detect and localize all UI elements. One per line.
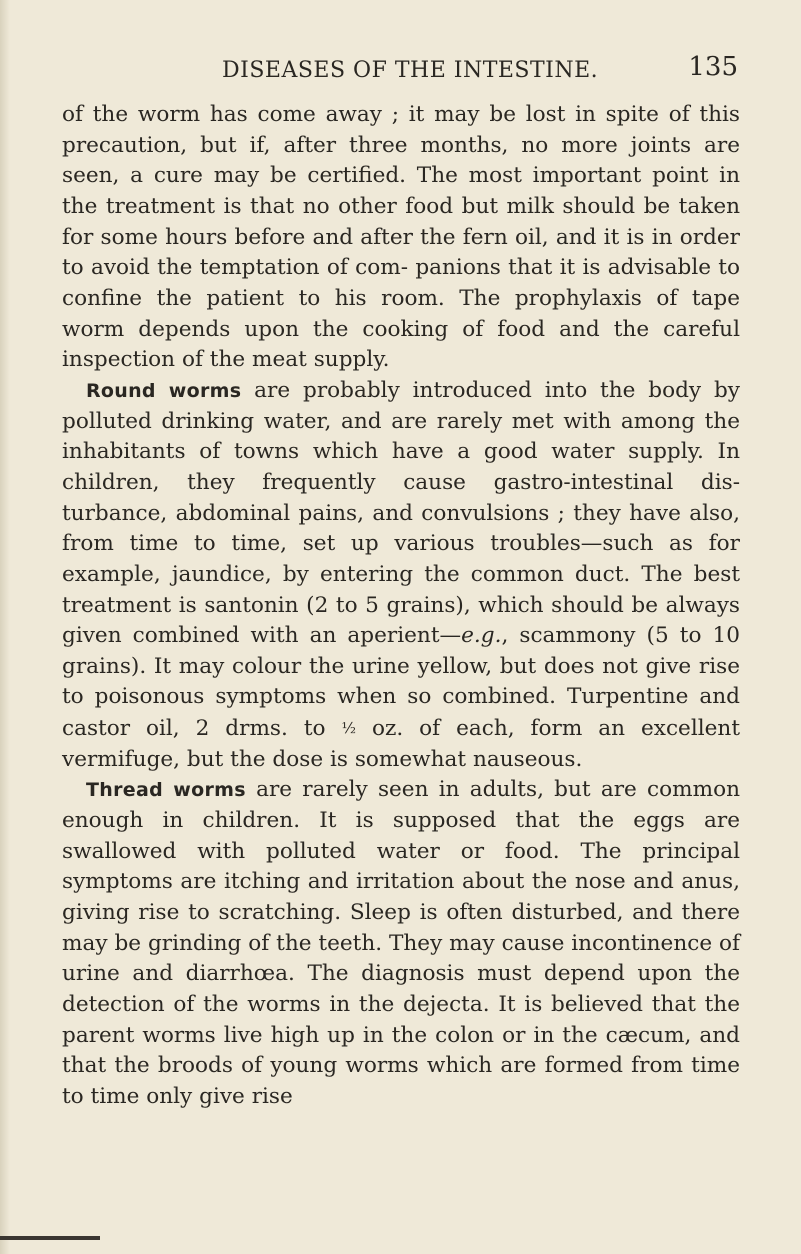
thread-worms-heading: Thread worms [86,779,246,802]
page-edge-shadow [0,0,10,1254]
paragraph-continuation: of the worm has come away ; it may be lost in spite of this precaution, but if, after three months, no more joints are seen, a cure may be certified. The most important point in the treatment is that no other food but milk should be taken for some hours before and after the fern oil, and it is in order to avoid the temptation of com- panions that it is advisable to confine the patient to his room. The prophylaxis of tape worm depends upon the cooking of food and the careful inspection of the meat supply. [62,102,740,373]
running-title: DISEASES OF THE INTESTINE. [222,58,599,83]
round-worms-eg: e.g. [461,623,502,649]
round-worms-fraction: ½ [341,719,356,738]
bottom-edge-rule [0,1236,100,1240]
body-text [62,100,740,1113]
round-worms-text-3: oz. of each, form an excellent vermifuge, but the dose is somewhat nauseous. [62,716,741,772]
running-head [62,52,738,92]
round-worms-text-2: , scammony (5 to 10 grains). It may colour the urine yellow, but does not give rise to poisonous symptoms when so combined. Turpentine and castor oil, 2 drms. to [62,623,740,742]
thread-worms-text: are rarely seen in adults, but are common enough in children. It is supposed that the eggs are swallowed with polluted water or food. The principal symptoms are itching and irritation about the nose and anus, giving rise to scratching. Sleep is often disturbed, and there may be grinding of the teeth. They may cause incontinence of urine and diarrhœa. The diagnosis must depend upon the detection of the worms in the dejecta. It is believed that the parent worms live high up in the colon or in the cæcum, and that the broods of young worms which are formed from time to time only give rise [62,777,740,1109]
paragraph-round-worms [62,376,740,776]
page-number: 135 [688,52,738,82]
paragraph-thread-worms [62,775,740,1112]
round-worms-heading: Round worms [86,379,242,402]
round-worms-text-1: are probably introduced into the body by polluted drinking water, and are rarely met with among the inhabitants of towns which have a good water supply. In children, they frequently cause gastro-intestinal dis- turbance, abdominal pains, and convulsions ; they have also, from time to time, set up various troubles—such as for example, jaundice, by entering the common duct. The best treatment is santonin (2 to 5 grains), which should be always given combined with an aperient— [62,377,740,649]
